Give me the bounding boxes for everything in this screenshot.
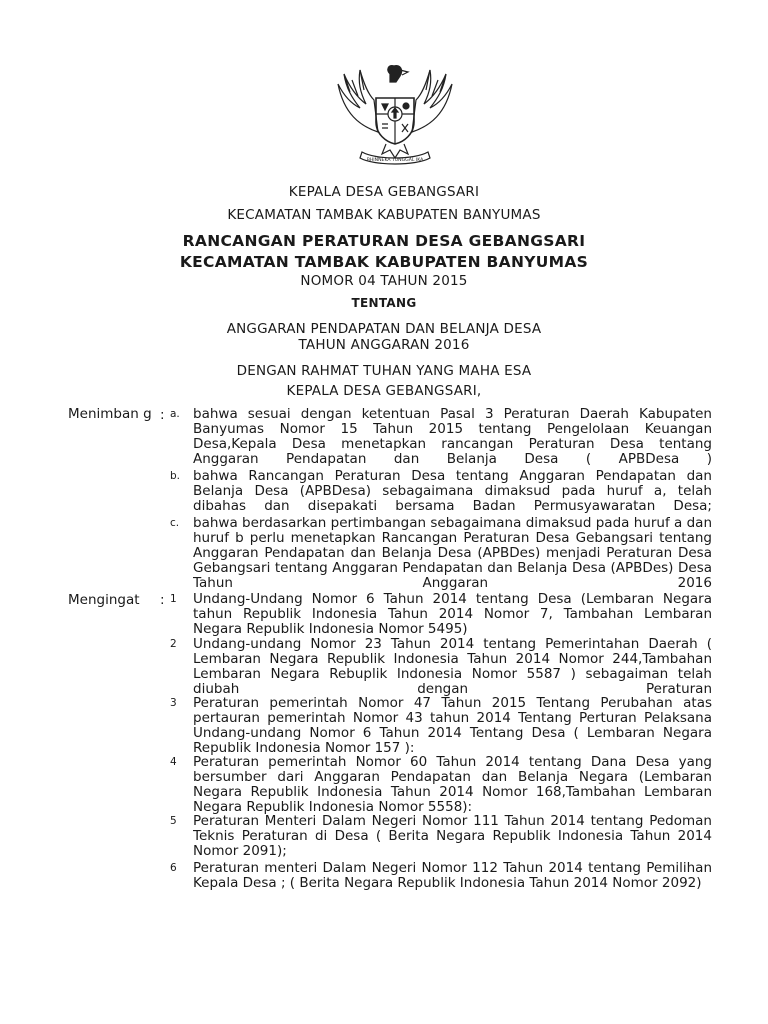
garuda-emblem	[330, 62, 460, 170]
rahmat-line: DENGAN RAHMAT TUHAN YANG MAHA ESA	[236, 363, 532, 379]
subject-line-2: TAHUN ANGGARAN 2016	[298, 337, 470, 353]
kepala-line: KEPALA DESA GEBANGSARI,	[286, 383, 482, 399]
header-line-2: KECAMATAN TAMBAK KABUPATEN BANYUMAS	[227, 207, 541, 223]
mengingat-marker-5: 5	[170, 815, 177, 827]
menimbang-item-c: bahwa berdasarkan pertimbangan sebagaimana dimaksud pada huruf a dan huruf b perlu menetapkan Rancangan Peraturan Desa Gebangsari tentang Anggaran Pendapatan dan Belanja Desa (APBDes) menjadi Peraturan Desa Gebangsari tentang Anggaran Pendapatan dan Belanja Desa (APBDes) Desa Tahun Anggaran 2016	[193, 516, 712, 591]
menimbang-label: Menimban g	[68, 406, 152, 422]
title-line-2: KECAMATAN TAMBAK KABUPATEN BANYUMAS	[179, 253, 589, 271]
header-line-1: KEPALA DESA GEBANGSARI	[288, 184, 480, 200]
mengingat-marker-3: 3	[170, 697, 177, 709]
menimbang-colon: :	[160, 407, 165, 423]
mengingat-item-1: Undang-Undang Nomor 6 Tahun 2014 tentang Desa (Lembaran Negara tahun Republik Indonesia Tahun 2014 Nomor 7, Tambahan Lembaran Negara Republik Indonesia Nomor 5495)	[193, 592, 712, 637]
mengingat-item-6: Peraturan menteri Dalam Negeri Nomor 112 Tahun 2014 tentang Pemilihan Kepala Desa ; ( Berita Negara Republik Indonesia Tahun 2014 Nomor 2092)	[193, 861, 712, 891]
menimbang-marker-b: b.	[170, 470, 181, 482]
emblem-motto: BHINNEKA TUNGGAL IKA	[366, 158, 424, 163]
menimbang-marker-a: a.	[170, 408, 180, 420]
mengingat-item-3: Peraturan pemerintah Nomor 47 Tahun 2015 Tentang Perubahan atas pertauran pemerintah Nomor 43 tahun 2014 Tentang Perturan Pelaksana Undang-undang Nomor 6 Tahun 2014 Tentang Desa ( Lembaran Negara Republik Indonesia Nomor 157 ):	[193, 696, 712, 756]
mengingat-item-2: Undang-undang Nomor 23 Tahun 2014 tentang Pemerintahan Daerah ( Lembaran Negara Republik Indonesia Tahun 2014 Nomor 244,Tambahan Lembaran Negara Rebuplik Indonesia Nomor 5587 ) sebagaiman telah diubah dengan Peraturan	[193, 637, 712, 697]
garuda-emblem-icon	[330, 62, 460, 170]
nomor-line: NOMOR 04 TAHUN 2015	[300, 273, 468, 289]
mengingat-item-4: Peraturan pemerintah Nomor 60 Tahun 2014 tentang Dana Desa yang bersumber dari Anggaran Pendapatan dan Belanja Negara (Lembaran Negara Republik Indonesia Tahun 2014 Nomor 168,Tambahan Lembaran Negara Republik Indonesia Nomor 5558):	[193, 755, 712, 815]
subject-line-1: ANGGARAN PENDAPATAN DAN BELANJA DESA	[226, 321, 542, 337]
mengingat-marker-4: 4	[170, 756, 177, 768]
title-line-1: RANCANGAN PERATURAN DESA GEBANGSARI	[182, 232, 586, 250]
mengingat-marker-6: 6	[170, 862, 177, 874]
mengingat-marker-2: 2	[170, 638, 177, 650]
mengingat-colon: :	[160, 592, 165, 608]
menimbang-marker-c: c.	[170, 517, 180, 529]
mengingat-marker-1: 1	[170, 593, 177, 605]
menimbang-item-b: bahwa Rancangan Peraturan Desa tentang Anggaran Pendapatan dan Belanja Desa (APBDesa) sebagaimana dimaksud pada huruf a, telah dibahas dan disepakati bersama Badan Permusyawaratan Desa;	[193, 469, 712, 514]
mengingat-item-5: Peraturan Menteri Dalam Negeri Nomor 111 Tahun 2014 tentang Pedoman Teknis Peraturan di Desa ( Berita Negara Republik Indonesia Tahun 2014 Nomor 2091);	[193, 814, 712, 859]
mengingat-label: Mengingat	[68, 592, 140, 608]
menimbang-item-a: bahwa sesuai dengan ketentuan Pasal 3 Peraturan Daerah Kabupaten Banyumas Nomor 15 Tahun 2015 tentang Pengelolaan Keuangan Desa,Kepala Desa menetapkan rancangan Peraturan Desa tentang Anggaran Pendapatan dan Belanja Desa ( APBDesa )	[193, 407, 712, 467]
tentang-heading: TENTANG	[351, 296, 417, 310]
